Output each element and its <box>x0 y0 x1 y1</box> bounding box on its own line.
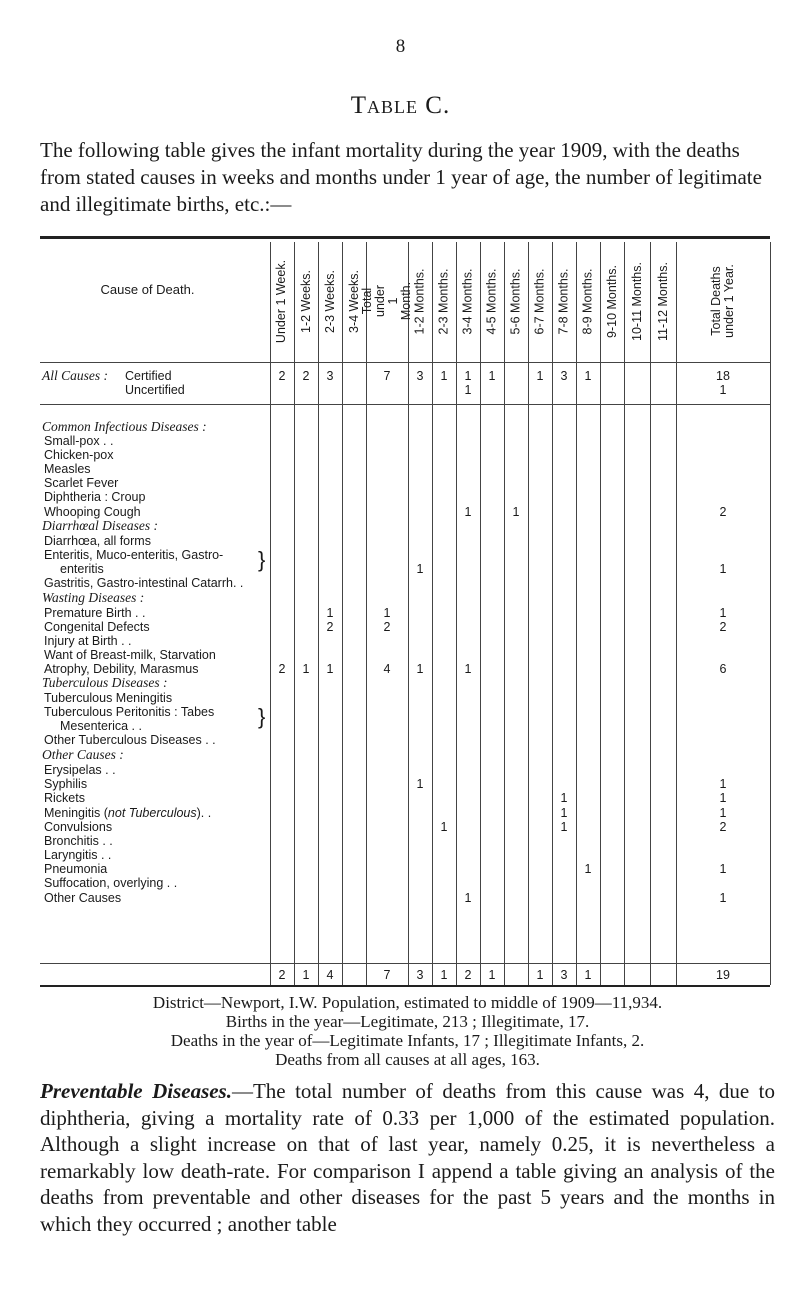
cause-label: Chicken-pox <box>44 448 114 462</box>
table-cell: 4 <box>383 662 391 676</box>
column-header-label: 8-9 Months. <box>580 267 595 335</box>
cause-label: Atrophy, Debility, Marasmus <box>44 662 199 676</box>
footer-deaths-all: Deaths from all causes at all ages, 163. <box>275 1050 540 1069</box>
table-cell: 1 <box>416 562 424 576</box>
table-cell: 6 <box>719 662 727 676</box>
table-cell: 1 <box>383 606 391 620</box>
table-cell: 1 <box>536 369 544 383</box>
all-causes-label: All Causes : <box>42 368 108 383</box>
column-header-label: 3-4 Weeks. <box>346 269 361 333</box>
table-cell: 1 <box>719 562 727 576</box>
column-header-label: Total under 1 Month. <box>360 281 413 321</box>
cause-label: Diphtheria : Croup <box>44 490 146 504</box>
table-cell: 1 <box>584 862 592 876</box>
section-heading: Other Causes : <box>42 747 124 762</box>
cause-label: Small-pox . . <box>44 434 114 448</box>
table-cell: 1 <box>719 806 727 820</box>
table-cell: 1 <box>719 891 727 905</box>
cause-label: Tuberculous Meningitis <box>44 691 173 705</box>
cause-label: Congenital Defects <box>44 620 150 634</box>
table-cell: 1 <box>464 369 472 383</box>
table-cell: 1 <box>464 505 472 519</box>
footer-births: Births in the year—Legitimate, 213 ; Illegitimate, 17. <box>225 1012 590 1031</box>
table-cell: 1 <box>440 968 448 982</box>
table-cell: 1 <box>302 968 310 982</box>
table-cell: 2 <box>383 620 391 634</box>
table-cell: 18 <box>716 369 730 383</box>
totals-divider <box>40 963 770 964</box>
column-header <box>600 242 624 360</box>
cause-label: Rickets <box>44 791 85 805</box>
table-cell: 1 <box>719 777 727 791</box>
cause-label <box>44 806 269 820</box>
column-header-label: 2-3 Months. <box>436 267 451 335</box>
cause-label: Gastritis, Gastro-intestinal Catarrh. . <box>44 576 244 590</box>
column-header-label: 10-11 Months. <box>629 261 644 341</box>
cause-label: Want of Breast-milk, Starvation <box>44 648 216 662</box>
table-cell: 7 <box>383 369 391 383</box>
table-cell: 2 <box>464 968 472 982</box>
section-heading: Tuberculous Diseases : <box>42 675 168 690</box>
table-cell: 1 <box>560 806 568 820</box>
intro-paragraph: The following table gives the infant mortality during the year 1909, with the deaths from stated causes in weeks and months under 1 year of age, the number of legitimate and illegitimate births, etc.:— <box>40 138 762 216</box>
table-cell: 4 <box>326 968 334 982</box>
cause-label: Whooping Cough <box>44 505 141 519</box>
table-cell: 1 <box>719 791 727 805</box>
column-header <box>456 242 480 360</box>
column-header <box>270 242 294 360</box>
table-cell: 1 <box>464 383 472 397</box>
table-cell: 2 <box>326 620 334 634</box>
cause-label-italic: not Tuberculous <box>107 806 197 820</box>
table-cell: 7 <box>383 968 391 982</box>
cause-label: Measles <box>44 462 91 476</box>
table-cell: 1 <box>719 383 727 397</box>
column-header-label: 11-12 Months. <box>655 261 670 341</box>
column-header-label: 4-5 Months. <box>484 267 499 335</box>
table-cell: 3 <box>560 968 568 982</box>
table-cell: 1 <box>464 662 472 676</box>
table-cell: 3 <box>326 369 334 383</box>
table-cell: 1 <box>416 662 424 676</box>
brace-icon: } <box>258 547 266 572</box>
footer-district: District—Newport, I.W. Population, estimated to middle of 1909—11,934. <box>152 993 663 1012</box>
cause-label: Convulsions <box>44 820 113 834</box>
cause-label: Suffocation, overlying . . <box>44 876 178 890</box>
preventable-diseases-paragraph <box>40 1078 775 1237</box>
column-header <box>650 242 676 360</box>
table-cell: 2 <box>719 620 727 634</box>
cause-label-continued: Mesenterica . . <box>60 719 142 733</box>
column-header-label: 1-2 Weeks. <box>298 269 313 333</box>
table-cell: 19 <box>716 968 730 982</box>
column-header-label: 7-8 Months. <box>556 267 571 335</box>
column-header-label: 9-10 Months. <box>604 264 619 338</box>
column-header <box>318 242 342 360</box>
table-cell: 1 <box>719 862 727 876</box>
cause-label-part: Meningitis ( <box>44 806 108 820</box>
column-header <box>576 242 600 360</box>
table-cell: 1 <box>440 369 448 383</box>
header-divider <box>40 362 770 363</box>
column-header-label: 3-4 Months. <box>460 267 475 335</box>
column-header-label: 1-2 Months. <box>412 267 427 335</box>
table-cell: 2 <box>278 968 286 982</box>
column-header-label: 6-7 Months. <box>532 267 547 335</box>
cause-label: Diarrhœa, all forms <box>44 534 151 548</box>
column-header-label: 5-6 Months. <box>508 267 523 335</box>
table-cell: 1 <box>719 606 727 620</box>
cause-label: Other Tuberculous Diseases . . <box>44 733 216 747</box>
column-header <box>480 242 504 360</box>
column-header <box>528 242 552 360</box>
column-header <box>624 242 650 360</box>
footer-deaths-infants: Deaths in the year of—Legitimate Infants, 17 ; Illegitimate Infants, 2. <box>170 1031 645 1050</box>
cause-label: Other Causes <box>44 891 122 905</box>
table-cell: 1 <box>488 968 496 982</box>
table-cell: 1 <box>464 891 472 905</box>
table-cell: 1 <box>326 662 334 676</box>
cause-label-part: ). . <box>196 806 212 820</box>
cause-label: Injury at Birth . . <box>44 634 132 648</box>
cause-label: Enteritis, Muco-enteritis, Gastro- <box>44 548 224 562</box>
cause-of-death-header: Cause of Death. <box>100 282 195 297</box>
table-cell: 1 <box>584 968 592 982</box>
cause-label: Pneumonia <box>44 862 108 876</box>
table-cell: 1 <box>326 606 334 620</box>
page-number: 8 <box>395 36 406 57</box>
table-cell: 2 <box>278 369 286 383</box>
table-cell: 2 <box>719 505 727 519</box>
column-header <box>552 242 576 360</box>
table-cell: 1 <box>560 791 568 805</box>
cause-label: Laryngitis . . <box>44 848 112 862</box>
cause-label: Premature Birth . . <box>44 606 146 620</box>
table-cell: 2 <box>302 369 310 383</box>
table-cell: 1 <box>560 820 568 834</box>
certified-label: Certified <box>125 369 172 383</box>
table-cell: 1 <box>536 968 544 982</box>
cause-label: Bronchitis . . <box>44 834 113 848</box>
column-header-label: 2-3 Weeks. <box>322 269 337 333</box>
column-header-label: Under 1 Week. <box>274 259 289 343</box>
column-header-label: Total Deaths under 1 Year. <box>709 264 736 338</box>
table-cell: 2 <box>719 820 727 834</box>
cause-label: Scarlet Fever <box>44 476 119 490</box>
all-causes-divider <box>40 404 770 405</box>
column-header <box>408 242 432 360</box>
table-cell: 1 <box>302 662 310 676</box>
table-title: Table C. <box>350 92 451 119</box>
table-cell: 3 <box>416 369 424 383</box>
table-bottom-rule <box>40 985 770 987</box>
column-header <box>504 242 528 360</box>
column-header <box>432 242 456 360</box>
preventable-heading: Preventable Diseases. <box>40 1079 232 1103</box>
column-header <box>676 242 770 360</box>
cause-label: Syphilis <box>44 777 88 791</box>
table-cell: 1 <box>512 505 520 519</box>
table-cell: 1 <box>584 369 592 383</box>
uncertified-label: Uncertified <box>125 383 185 397</box>
brace-icon: } <box>258 704 266 729</box>
table-cell: 1 <box>440 820 448 834</box>
table-cell: 2 <box>278 662 286 676</box>
table-cell: 1 <box>488 369 496 383</box>
column-header <box>360 242 413 360</box>
table-cell: 3 <box>416 968 424 982</box>
preventable-text: —The total number of deaths from this cause was 4, due to diphtheria, giving a mortality rate of 0.33 per 1,000 of the estimated population. Although a slight increase on that of last year, namely 0.25, it is nevertheless a remarkably low death-rate. For comparison I append a table giving an analysis of the deaths from preventable and other diseases for the past 5 years and the months in which they occurred ; another table <box>40 1079 775 1236</box>
column-header <box>294 242 318 360</box>
section-heading: Diarrhœal Diseases : <box>42 518 159 533</box>
section-heading: Common Infectious Diseases : <box>42 419 207 434</box>
table-cell: 3 <box>560 369 568 383</box>
table-cell: 1 <box>416 777 424 791</box>
column-divider <box>770 242 771 985</box>
cause-label-continued: enteritis <box>60 562 104 576</box>
cause-label: Tuberculous Peritonitis : Tabes <box>44 705 215 719</box>
section-heading: Wasting Diseases : <box>42 590 145 605</box>
cause-label: Erysipelas . . <box>44 763 116 777</box>
